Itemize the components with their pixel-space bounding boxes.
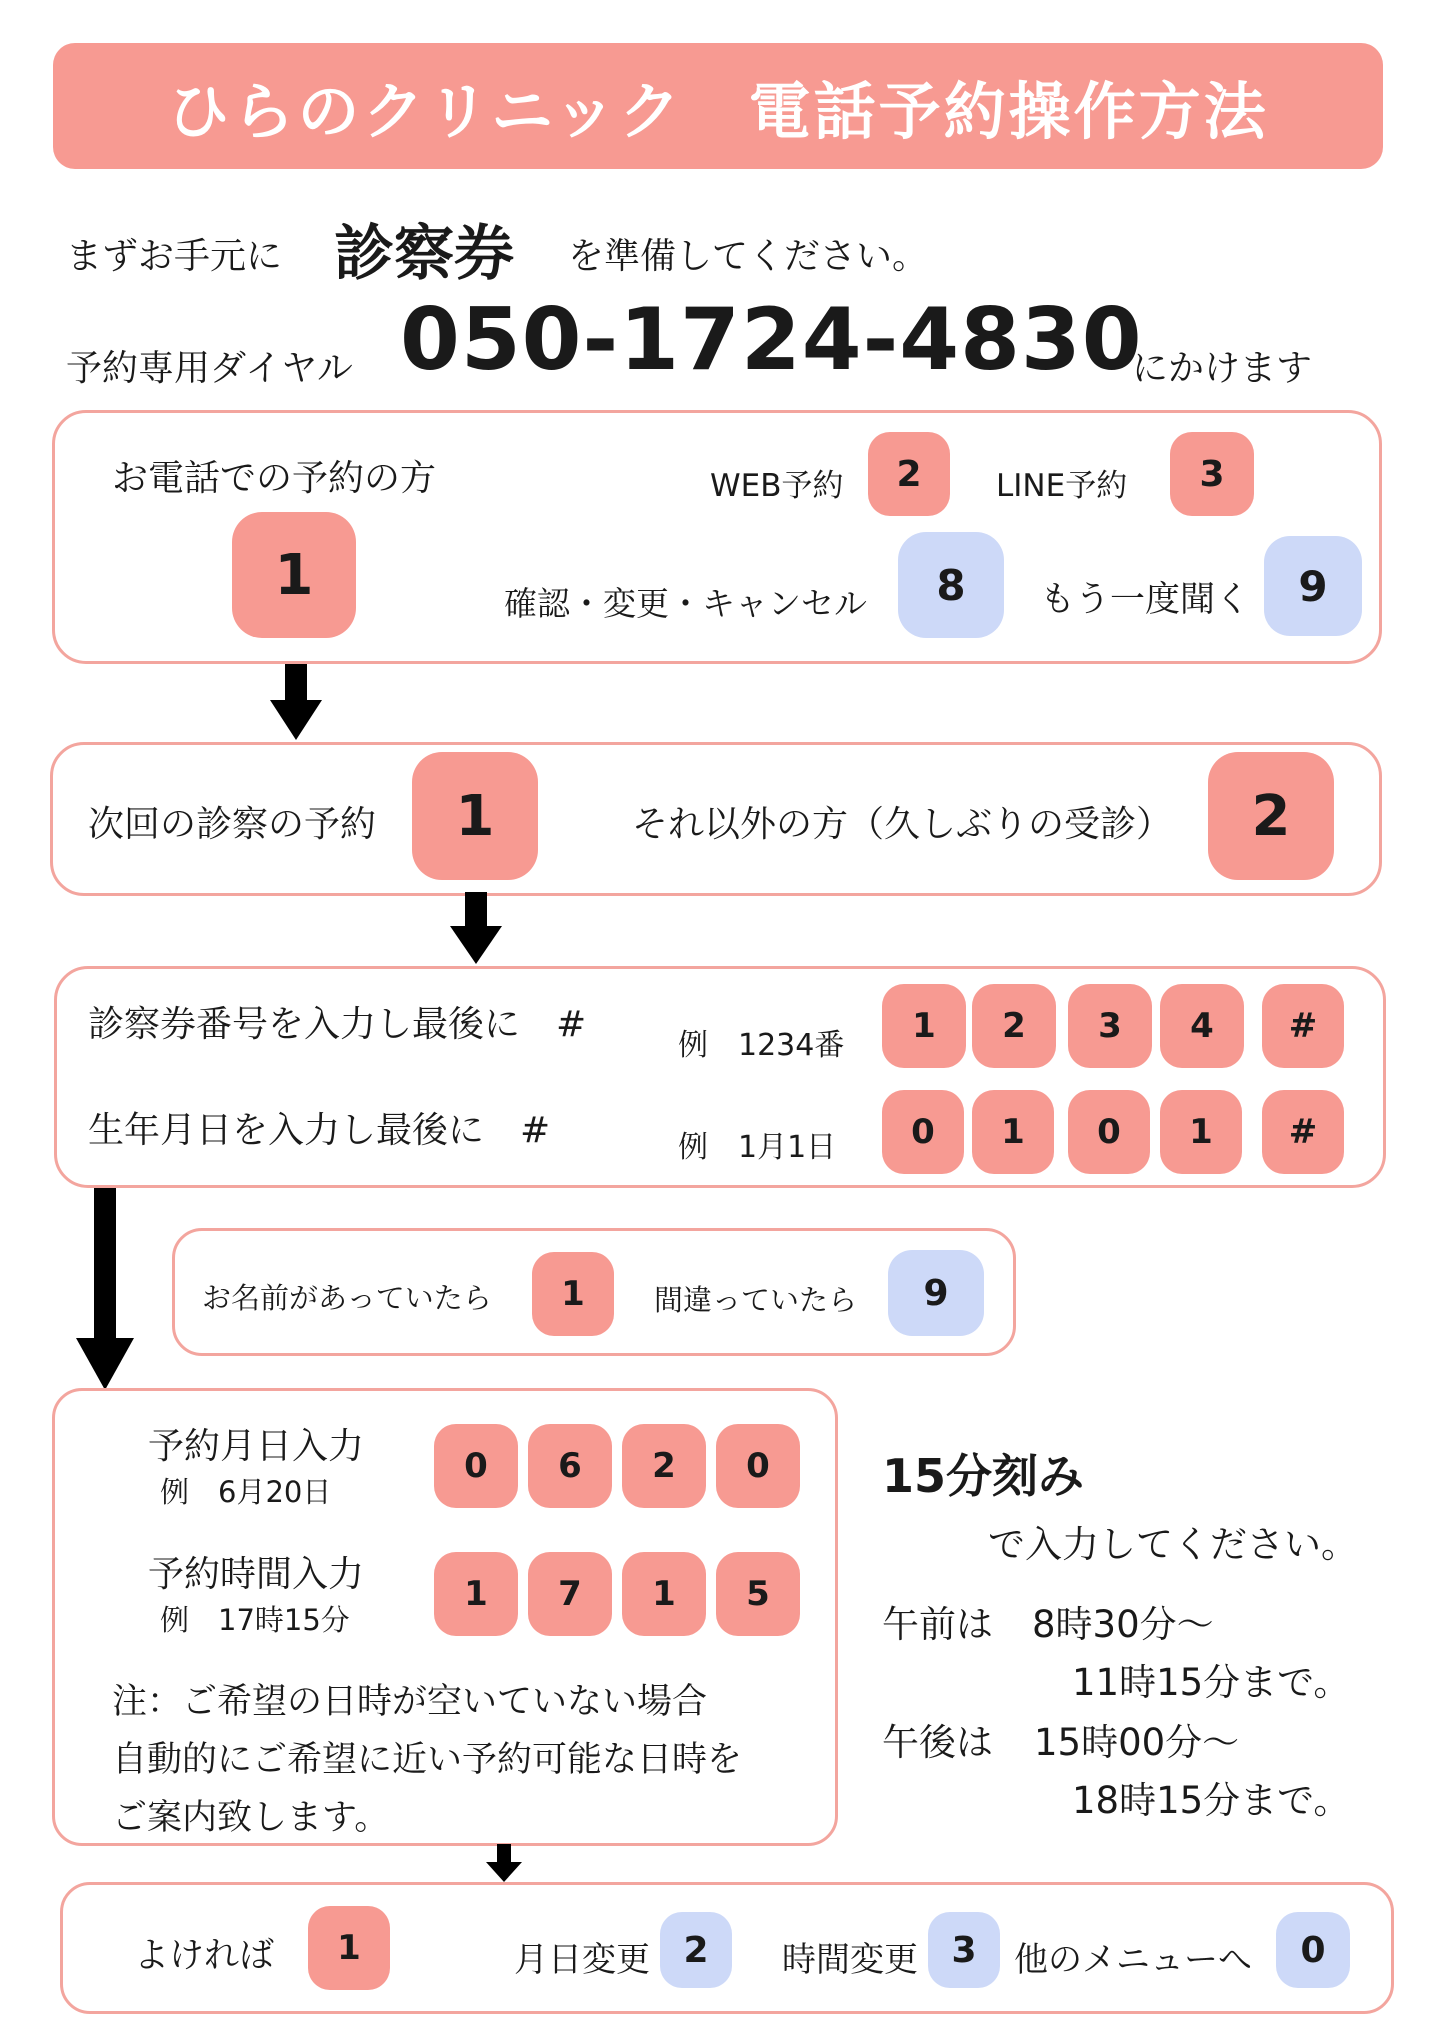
date-input-label: 予約月日入力	[148, 1426, 365, 1467]
key-time-change[interactable]: 3	[928, 1912, 1000, 1988]
down-arrow-icon	[448, 892, 504, 966]
birthdate-label: 生年月日を入力し最後に #	[88, 1110, 551, 1151]
interval-heading: 15分刻み	[882, 1449, 1085, 1503]
key-date-digit[interactable]: 0	[434, 1424, 518, 1508]
date-input-example: 例 6月20日	[160, 1475, 332, 1509]
interval-subheading: で入力してください。	[988, 1523, 1358, 1566]
key-date-digit[interactable]: 0	[716, 1424, 800, 1508]
key-ok[interactable]: 1	[308, 1906, 390, 1990]
phone-number[interactable]: 050-1724-4830	[400, 290, 1143, 390]
key-time-digit[interactable]: 1	[622, 1552, 706, 1636]
note-line-2: 自動的にご希望に近い予約可能な日時を	[112, 1740, 743, 1780]
name-correct-label: お名前があっていたら	[202, 1281, 492, 1315]
name-wrong-label: 間違っていたら	[654, 1283, 858, 1317]
card-number-label: 診察券番号を入力し最後に #	[88, 1004, 587, 1045]
page-title: ひらのクリニック 電話予約操作方法	[167, 74, 1269, 148]
time-change-label: 時間変更	[782, 1940, 918, 1980]
time-input-example: 例 17時15分	[160, 1603, 350, 1637]
title-banner	[53, 43, 1383, 169]
pm-start: 15時00分〜	[1034, 1721, 1240, 1764]
dial-suffix: にかけます	[1132, 348, 1313, 389]
key-date-digit[interactable]: 6	[528, 1424, 612, 1508]
key-repeat[interactable]: 9	[1264, 536, 1362, 636]
key-time-digit[interactable]: 1	[434, 1552, 518, 1636]
key-date-digit[interactable]: 2	[622, 1424, 706, 1508]
key-birth-digit[interactable]: 0	[882, 1090, 964, 1174]
note-line-1: 注：ご希望の日時が空いていない場合	[112, 1682, 708, 1722]
time-input-label: 予約時間入力	[148, 1554, 365, 1595]
note-line-3: ご案内致します。	[112, 1798, 390, 1838]
other-menu-label: 他のメニューへ	[1014, 1940, 1252, 1980]
am-start: 8時30分〜	[1032, 1603, 1214, 1646]
key-other-menu[interactable]: 0	[1276, 1912, 1350, 1988]
key-confirm-change-cancel[interactable]: 8	[898, 532, 1004, 638]
dial-label: 予約専用ダイヤル	[66, 348, 353, 389]
am-label: 午前は	[882, 1603, 993, 1646]
date-change-label: 月日変更	[514, 1940, 650, 1980]
am-end: 11時15分まで。	[1072, 1661, 1351, 1704]
phone-reservation-label: お電話での予約の方	[112, 458, 437, 499]
key-time-digit[interactable]: 7	[528, 1552, 612, 1636]
key-birth-digit[interactable]: 0	[1068, 1090, 1150, 1174]
down-arrow-icon	[74, 1188, 136, 1392]
key-other-visit[interactable]: 2	[1208, 752, 1334, 880]
intro-prefix: まずお手元に	[66, 236, 283, 277]
confirm-change-cancel-label: 確認・変更・キャンセル	[504, 584, 867, 623]
next-visit-label: 次回の診察の予約	[88, 804, 377, 845]
pm-label: 午後は	[882, 1721, 993, 1764]
key-web-reservation[interactable]: 2	[868, 432, 950, 516]
key-line-reservation[interactable]: 3	[1170, 432, 1254, 516]
repeat-label: もう一度聞く	[1040, 580, 1251, 620]
intro-emphasis: 診察券	[334, 219, 514, 289]
birthdate-example: 例 1月1日	[678, 1130, 837, 1165]
down-arrow-icon	[266, 664, 326, 742]
key-next-visit[interactable]: 1	[412, 752, 538, 880]
key-name-wrong[interactable]: 9	[888, 1250, 984, 1336]
line-reservation-label: LINE予約	[996, 468, 1128, 504]
key-name-correct[interactable]: 1	[532, 1252, 614, 1336]
key-card-digit[interactable]: 2	[972, 984, 1056, 1068]
key-hash[interactable]: #	[1262, 984, 1344, 1068]
pm-end: 18時15分まで。	[1072, 1779, 1351, 1822]
key-birth-digit[interactable]: 1	[972, 1090, 1054, 1174]
key-card-digit[interactable]: 1	[882, 984, 966, 1068]
other-visit-label: それ以外の方（久しぶりの受診）	[632, 804, 1173, 845]
key-phone-reservation[interactable]: 1	[232, 512, 356, 638]
ok-label: よければ	[134, 1936, 275, 1976]
key-time-digit[interactable]: 5	[716, 1552, 800, 1636]
key-birth-digit[interactable]: 1	[1160, 1090, 1242, 1174]
card-number-example: 例 1234番	[678, 1028, 845, 1063]
intro-suffix: を準備してください。	[568, 236, 929, 277]
key-card-digit[interactable]: 3	[1068, 984, 1152, 1068]
web-reservation-label: WEB予約	[710, 468, 844, 504]
key-date-change[interactable]: 2	[660, 1912, 732, 1988]
key-card-digit[interactable]: 4	[1160, 984, 1244, 1068]
down-arrow-icon	[486, 1844, 522, 1884]
key-hash[interactable]: #	[1262, 1090, 1344, 1174]
